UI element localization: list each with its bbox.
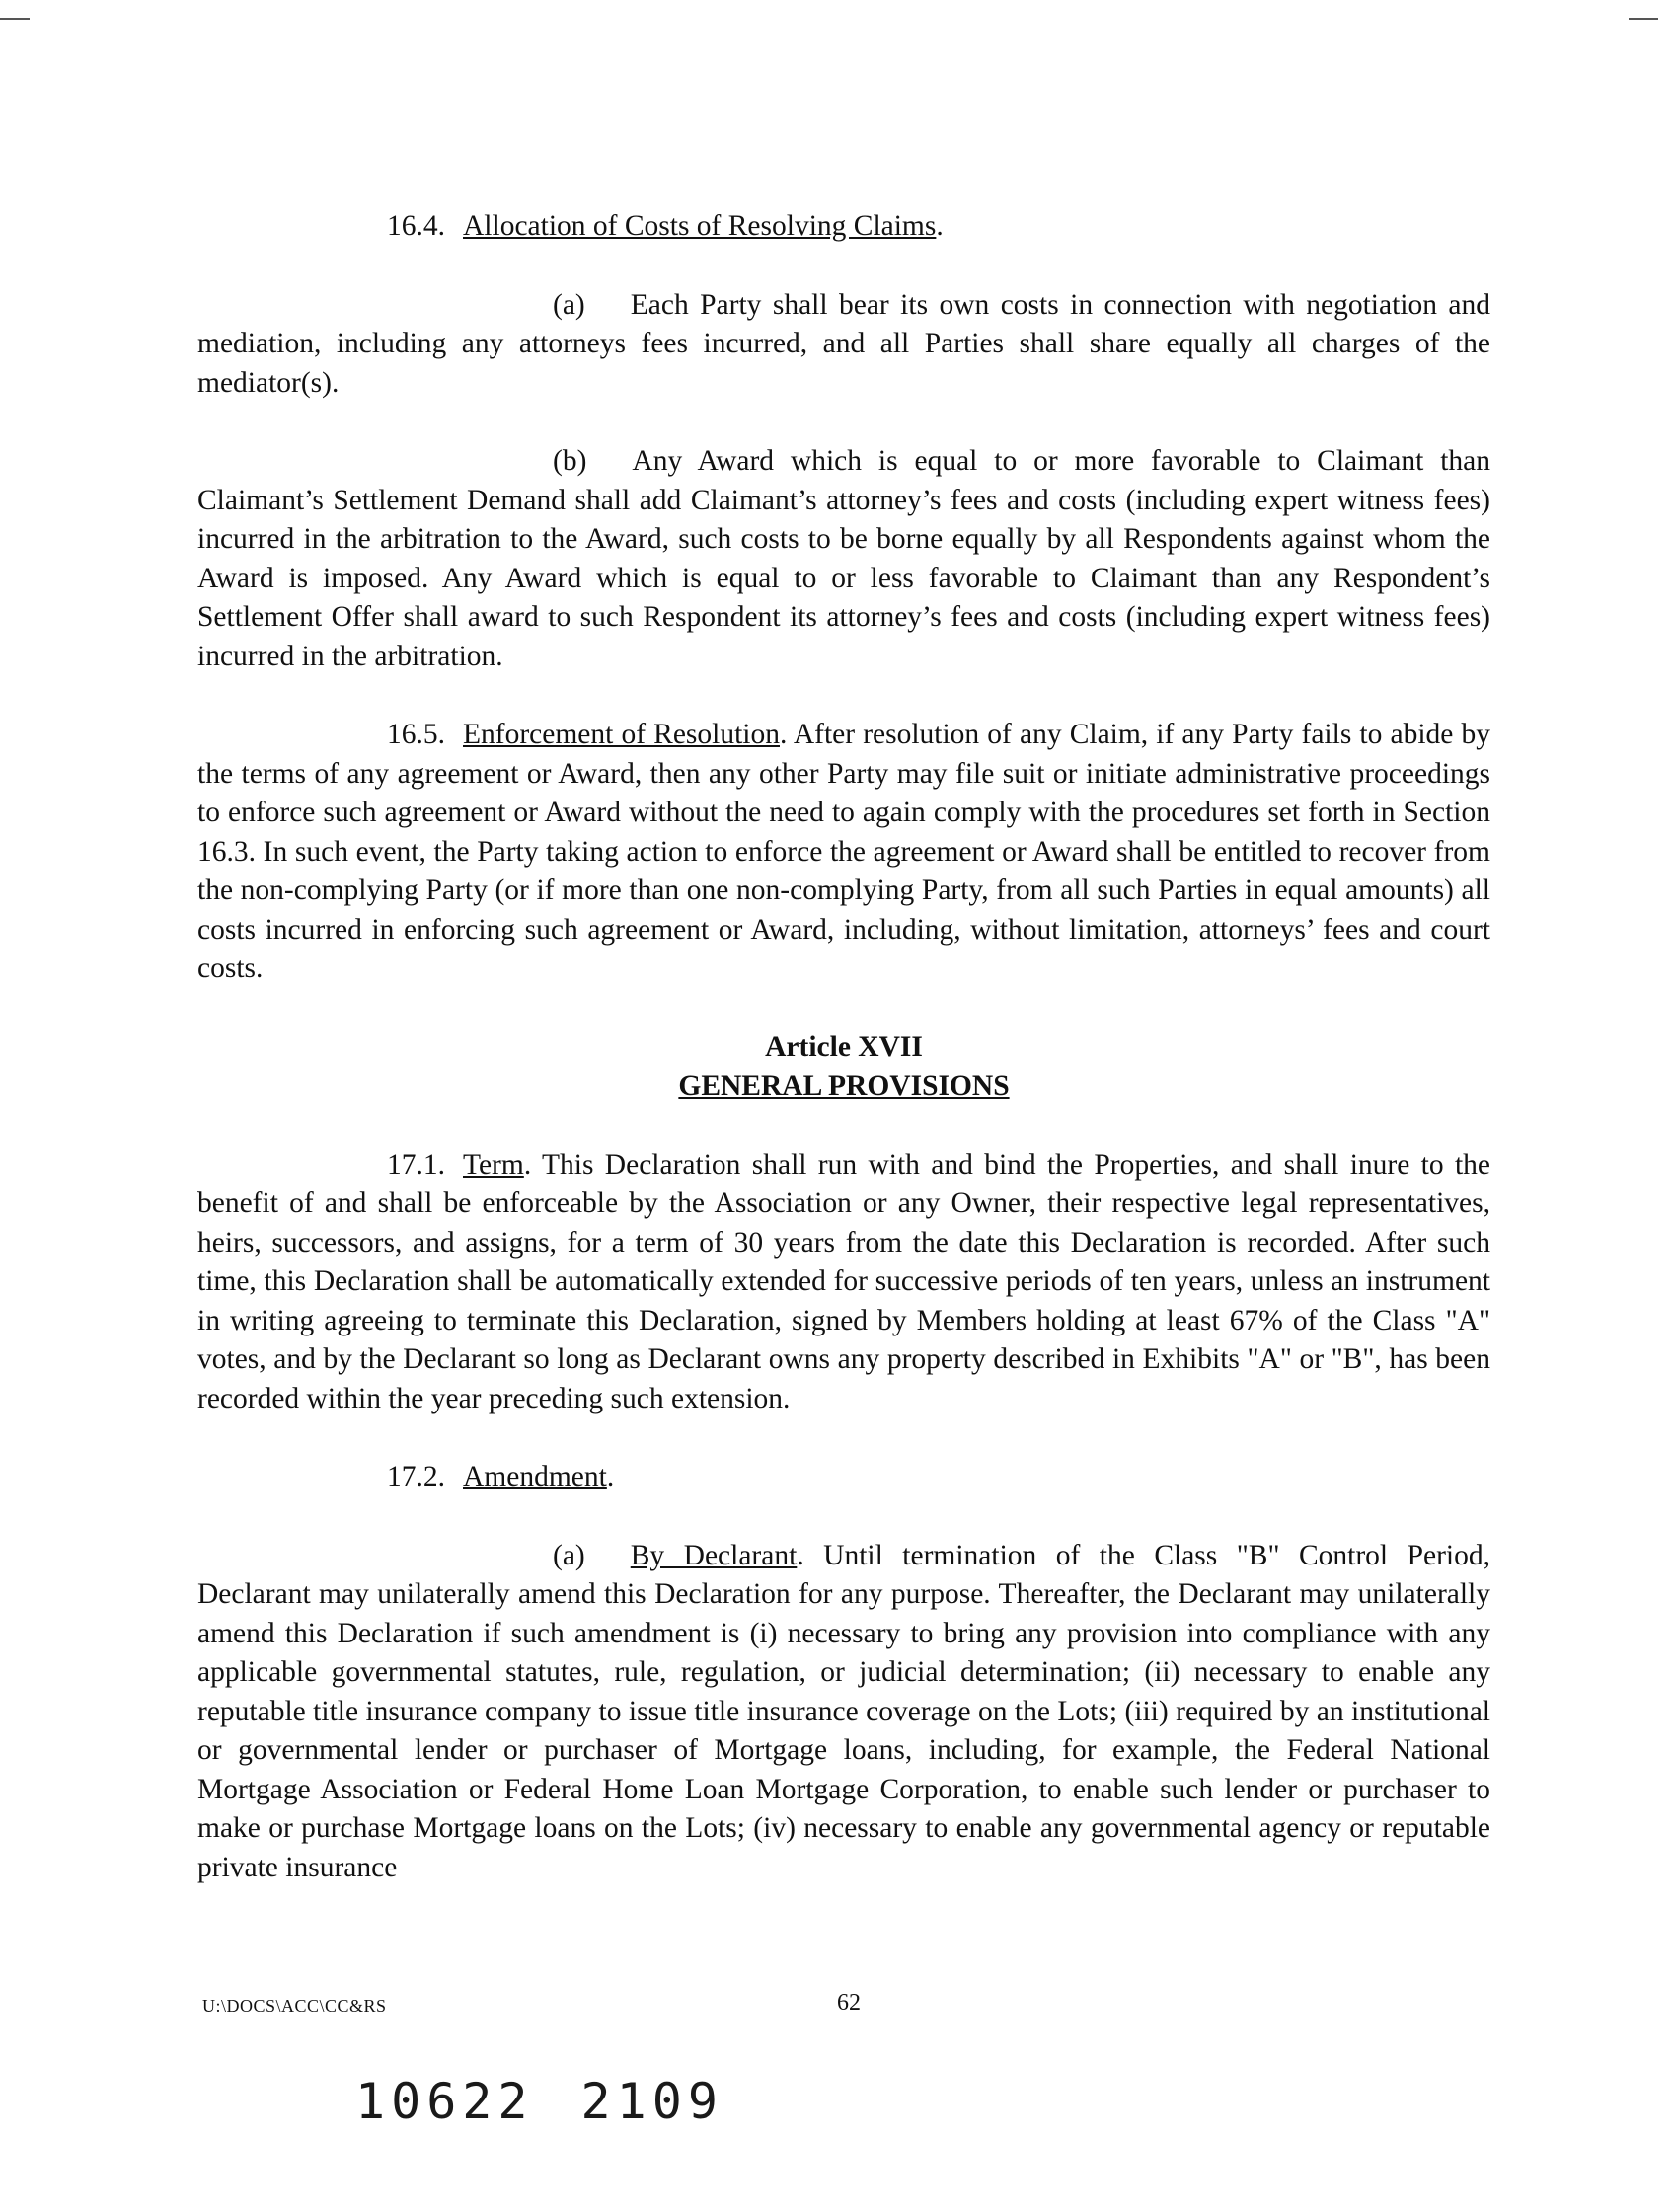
section-17-2-heading [197, 1458, 1490, 1497]
recording-stamp [355, 2073, 723, 2130]
subsection-title: By Declarant [630, 1539, 798, 1571]
section-17-1 [197, 1146, 1490, 1419]
section-title: Enforcement of Resolution [463, 719, 780, 750]
subsection-label: (a) [553, 288, 585, 321]
article-heading [197, 1029, 1490, 1106]
section-text: . After resolution of any Claim, if any Party fails to abide by the terms of any agreement or Award, then any other Party may file suit or initiate administrative proceedings to enforce such agreement or Award without the need to again comply with the procedures set forth in Section 16.3. In such event, the Party taking action to enforce the agreement or Award shall be entitled to recover from the non-complying Party (or if more than one non-complying Party, from all such Parties in equal amounts) all costs incurred in enforcing such agreement or Award, including, without limitation, attorneys’ fees and court costs. [197, 719, 1490, 984]
section-number: 17.1. [387, 1148, 445, 1181]
subsection-text: Each Party shall bear its own costs in connection with negotiation and mediation, including any attorneys fees incurred, and all Parties shall share equally all charges of the mediator(s). [197, 288, 1490, 399]
section-16-4-a [197, 286, 1490, 404]
section-number: 16.5. [387, 719, 445, 750]
section-16-4-heading [197, 207, 1490, 247]
section-title-suffix: . [936, 210, 944, 242]
document-body [197, 207, 1490, 1927]
section-title: Allocation of Costs of Resolving Claims [463, 210, 937, 242]
section-number: 17.2. [387, 1461, 445, 1492]
record-book-number: 10622 [355, 2073, 534, 2130]
page-edge-mark-right [1629, 18, 1658, 20]
section-16-5 [197, 716, 1490, 989]
page-number: 62 [837, 1990, 861, 2016]
section-16-4-b [197, 442, 1490, 676]
document-path: U:\DOCS\ACC\CC&RS [202, 1996, 387, 2016]
subsection-text: Any Award which is equal to or more favorable to Claimant than Claimant’s Settlement Demand shall add Claimant’s attorney’s fees and costs (including expert witness fees) incurred in the arbitration to the Award, such costs to be borne equally by all Respondents against whom the Award is imposed. Any Award which is equal to or less favorable to Claimant than any Respondent’s Settlement Offer shall award to such Respondent its attorney’s fees and costs (including expert witness fees) incurred in the arbitration. [197, 445, 1490, 672]
section-title: Amendment [463, 1461, 607, 1492]
article-number: Article XVII [765, 1030, 923, 1063]
article-title: GENERAL PROVISIONS [678, 1070, 1010, 1102]
record-page-number: 2109 [580, 2073, 723, 2130]
subsection-text: . Until termination of the Class "B" Control Period, Declarant may unilaterally amend this Declaration for any purpose. Thereafter, the Declarant may unilaterally amend this Declaration if such amendment is (i) necessary to bring any provision into compliance with any applicable governmental statutes, rule, regulation, or judicial determination; (ii) necessary to enable any reputable title insurance company to issue title insurance coverage on the Lots; (iii) required by an institutional or governmental lender or purchaser of Mortgage loans, including, for example, the Federal National Mortgage Association or Federal Home Loan Mortgage Corporation, to enable such lender or purchaser to make or purchase Mortgage loans on the Lots; (iv) necessary to enable any governmental agency or reputable private insurance [197, 1539, 1490, 1883]
page-edge-mark-left [0, 18, 30, 20]
section-text: . This Declaration shall run with and bind the Properties, and shall inure to the benefit of and shall be enforceable by the Association or any Owner, their respective legal representatives, heirs, successors, and assigns, for a term of 30 years from the date this Declaration is recorded. After such time, this Declaration shall be automatically extended for successive periods of ten years, unless an instrument in writing agreeing to terminate this Declaration, signed by Members holding at least 67% of the Class "A" votes, and by the Declarant so long as Declarant owns any property described in Exhibits "A" or "B", has been recorded within the year preceding such extension. [197, 1148, 1490, 1414]
section-17-2-a [197, 1537, 1490, 1888]
section-title-suffix: . [606, 1461, 615, 1492]
section-title: Term [463, 1148, 524, 1181]
section-number: 16.4. [387, 210, 445, 242]
subsection-label: (a) [553, 1539, 585, 1571]
subsection-label: (b) [553, 445, 587, 477]
